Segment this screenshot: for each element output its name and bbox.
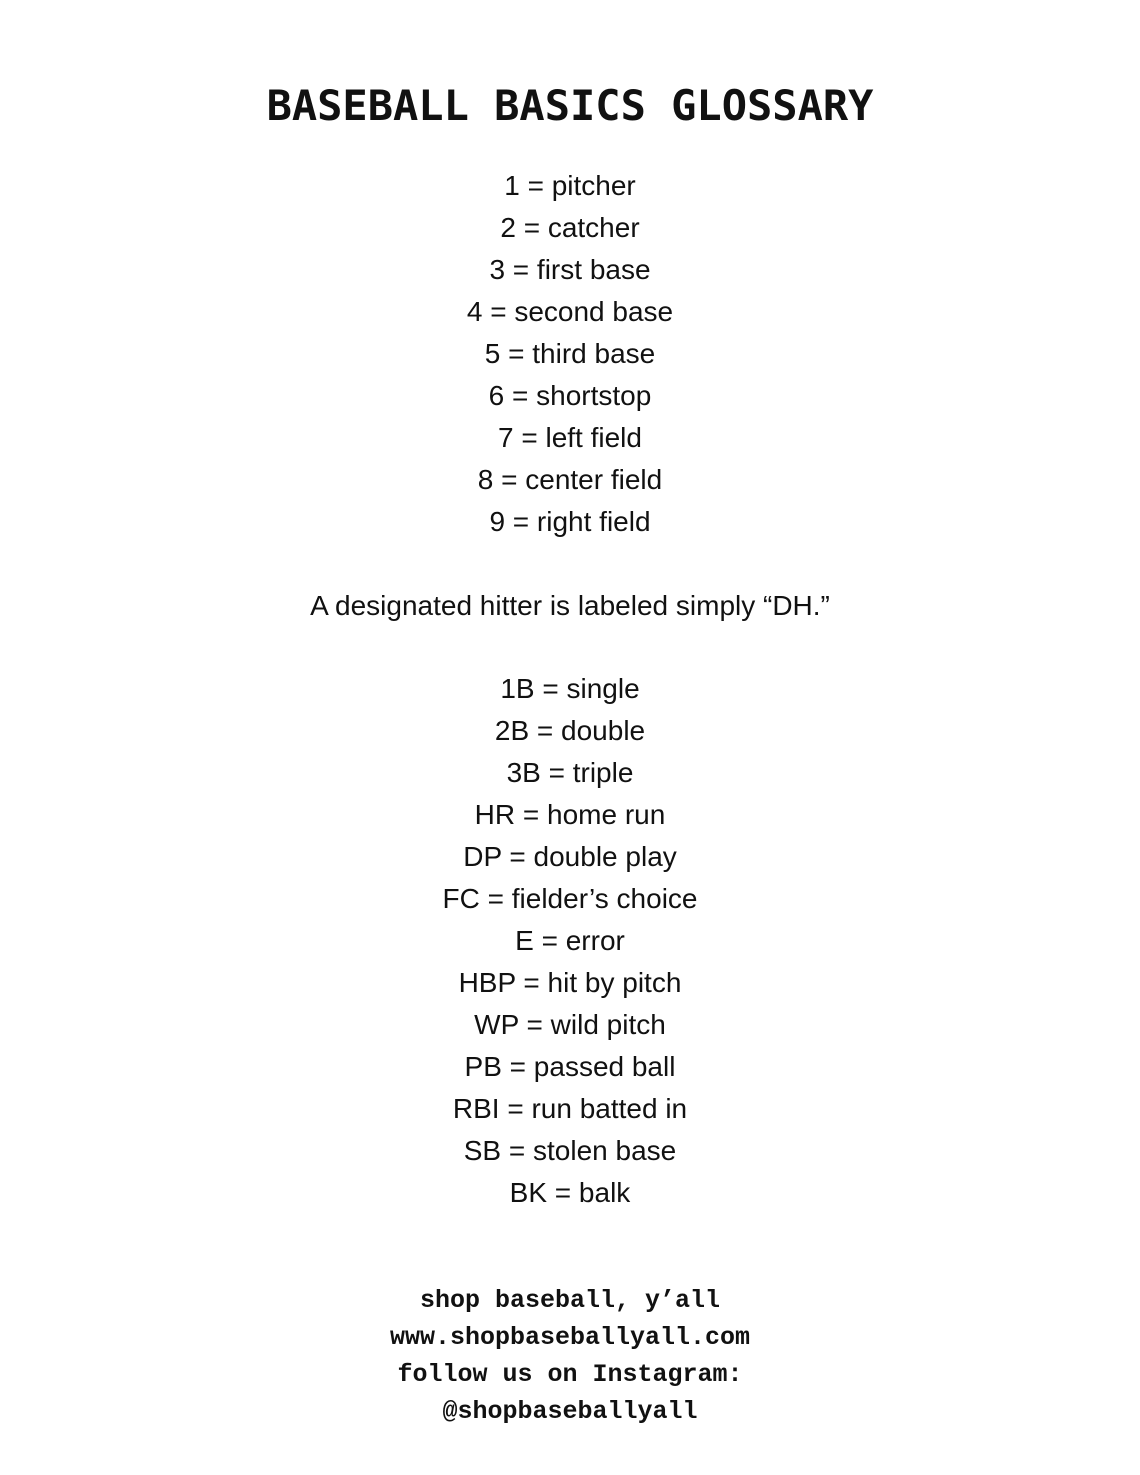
designated-hitter-note: A designated hitter is labeled simply “DH.” [310,590,830,621]
list-item: FC = fielder’s choice [442,883,698,914]
list-item: 6 = shortstop [488,380,652,411]
list-item: BK = balk [509,1177,631,1208]
footer-follow-text: follow us on Instagram: [397,1360,743,1389]
page-title: BASEBALL BASICS GLOSSARY [266,81,874,130]
list-item: 3 = first base [489,254,651,285]
footer [0,1282,1140,1430]
scoring-abbreviations-list [0,668,1140,1214]
list-item: 5 = third base [484,338,656,369]
positions-list [0,165,1140,543]
list-item: SB = stolen base [463,1135,677,1166]
footer-instagram-handle: @shopbaseballyall [442,1397,698,1426]
list-item: WP = wild pitch [474,1009,666,1040]
list-item: DP = double play [463,841,677,872]
list-item: 1 = pitcher [504,170,636,201]
footer-tagline: shop baseball, y’all [419,1286,721,1315]
list-item: 2B = double [494,715,646,746]
list-item: 2 = catcher [500,212,640,243]
list-item: 7 = left field [498,422,642,453]
list-item: HR = home run [474,799,666,830]
list-item: 9 = right field [489,506,651,537]
list-item: 3B = triple [506,757,634,788]
list-item: HBP = hit by pitch [458,967,682,998]
list-item: 1B = single [500,673,640,704]
footer-website: www.shopbaseballyall.com [389,1323,751,1352]
list-item: 4 = second base [466,296,674,327]
list-item: 8 = center field [477,464,663,495]
list-item: RBI = run batted in [452,1093,688,1124]
list-item: E = error [515,925,625,956]
list-item: PB = passed ball [464,1051,676,1082]
